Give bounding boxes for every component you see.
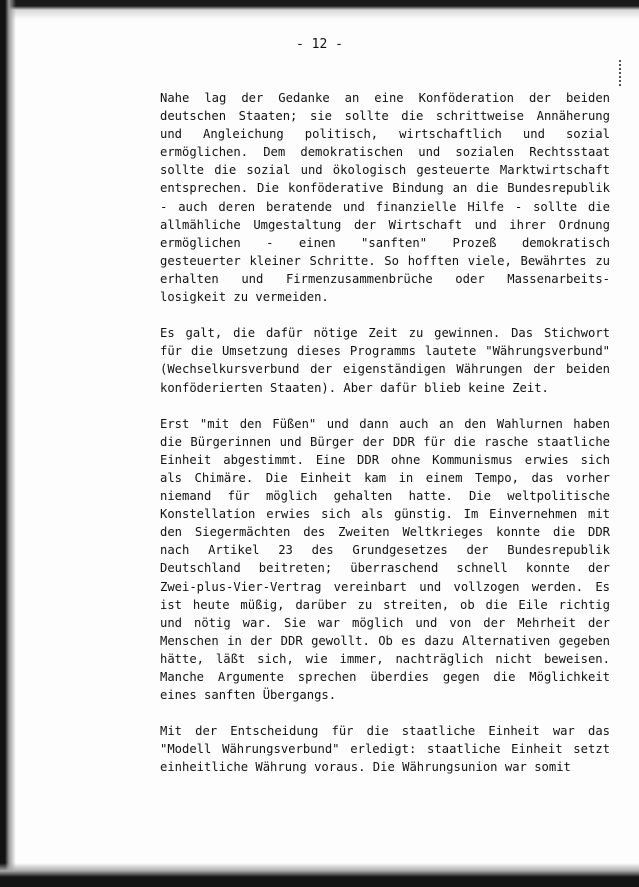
text-line: "Modell Währungsverbund" erledigt: staatliche Einheit setzt: [160, 742, 610, 757]
scan-speck: [619, 60, 625, 86]
text-line: ermöglichen - einen "sanften" Prozeß demokratisch: [160, 235, 610, 250]
text-line: eines sanften Übergangs.: [160, 688, 337, 703]
text-line: Zwei-plus-Vier-Vertrag vereinbart und vollzogen werden. Es: [160, 579, 610, 594]
text-line: Es galt, die dafür nötige Zeit zu gewinnen. Das Stichwort: [160, 326, 610, 341]
text-line: deutschen Staaten; sie sollte die schrittweise Annäherung: [160, 109, 610, 124]
text-line: - auch deren beratende und finanzielle Hilfe - sollte die: [160, 199, 610, 214]
text-line: konföderierten Staaten). Aber dafür blieb keine Zeit.: [160, 380, 549, 395]
text-line: Einheit abgestimmt. Eine DDR ohne Kommunismus erwies sich: [160, 452, 610, 467]
body-text: [160, 89, 610, 795]
page-number: - 12 -: [296, 37, 343, 52]
text-line: hätte, läßt sich, wie immer, nachträglich nicht beweisen.: [160, 651, 610, 666]
paragraph: [160, 415, 610, 705]
text-line: für die Umsetzung dieses Programms lautete "Währungsverbund": [160, 344, 610, 359]
paragraph: [160, 722, 610, 776]
paragraph: [160, 89, 610, 306]
text-line: und Angleichung politisch, wirtschaftlich und sozial: [160, 127, 610, 142]
text-line: nach Artikel 23 des Grundgesetzes der Bundesrepublik: [160, 543, 610, 558]
paragraph: [160, 324, 610, 396]
text-line: die Bürgerinnen und Bürger der DDR für die rasche staatliche: [160, 434, 610, 449]
text-line: Manche Argumente sprechen überdies gegen die Möglichkeit: [160, 670, 610, 684]
text-line: ermöglichen. Dem demokratischen und sozialen Rechtsstaat: [160, 145, 610, 160]
text-line: allmähliche Umgestaltung der Wirtschaft und ihrer Ordnung: [160, 217, 610, 232]
text-line: und nötig war. Sie war möglich und von der Mehrheit der: [160, 615, 610, 630]
text-line: erhalten und Firmenzusammenbrüche oder Massenarbeits-: [160, 271, 610, 286]
text-line: Erst "mit den Füßen" und dann auch an den Wahlurnen haben: [160, 416, 610, 431]
text-line: Konstellation erwies sich als günstig. Im Einvernehmen mit: [160, 507, 610, 522]
text-line: als Chimäre. Die Einheit kam in einem Tempo, das vorher: [160, 470, 610, 485]
text-line: niemand für möglich gehalten hatte. Die weltpolitische: [160, 489, 610, 504]
text-line: Menschen in der DDR gewollt. Ob es dazu Alternativen gegeben: [160, 633, 610, 648]
text-line: den Siegermächten des Zweiten Weltkrieges konnte die DDR: [160, 525, 610, 540]
scan-edge-left: [0, 0, 16, 887]
text-line: losigkeit zu vermeiden.: [160, 290, 329, 305]
text-line: ist heute müßig, darüber zu streiten, ob die Eile richtig: [160, 597, 610, 612]
text-line: entsprechen. Die konföderative Bindung an die Bundesrepublik: [160, 181, 610, 196]
text-line: einheitliche Währung voraus. Die Währungsunion war somit: [160, 760, 571, 775]
scan-edge-bottom: [0, 863, 639, 887]
text-line: gesteuerter kleiner Schritte. So hofften viele, Bewährtes zu: [160, 253, 610, 268]
text-line: Mit der Entscheidung für die staatliche Einheit war das: [160, 724, 610, 739]
text-line: Nahe lag der Gedanke an eine Konföderation der beiden: [160, 91, 610, 105]
scan-edge-top: [0, 0, 639, 20]
text-line: sollte die sozial und ökologisch gesteuerte Marktwirtschaft: [160, 163, 610, 178]
text-line: Deutschland beitreten; überraschend schnell konnte der: [160, 561, 610, 576]
text-line: (Wechselkursverbund der eigenständigen Währungen der beiden: [160, 362, 610, 377]
